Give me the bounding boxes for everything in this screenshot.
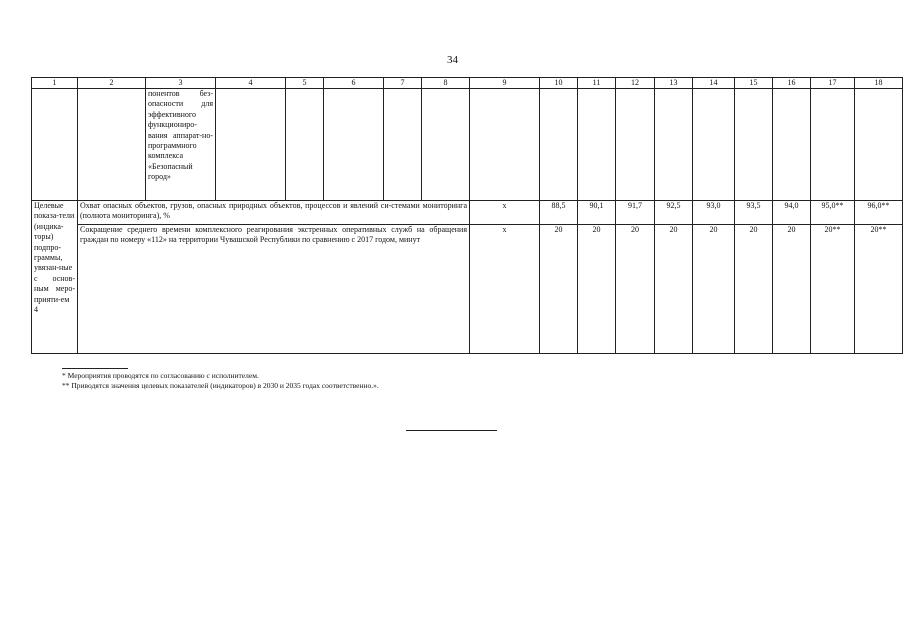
column-header: 18: [855, 78, 903, 89]
table-cell: [470, 89, 540, 201]
table-cell: [693, 89, 735, 201]
column-header: 2: [78, 78, 146, 89]
table-cell: [616, 89, 655, 201]
table-cell: [540, 89, 578, 201]
indicator-value: 20**: [855, 225, 903, 354]
table-cell: [422, 89, 470, 201]
indicator-value: 20: [655, 225, 693, 354]
indicator-value: 20: [773, 225, 811, 354]
column-header: 11: [578, 78, 616, 89]
column-header: 7: [384, 78, 422, 89]
table-cell: [32, 89, 78, 201]
footnote-divider: [62, 368, 128, 369]
footnote-2: ** Приводятся значения целевых показателей (индикаторов) в 2030 и 2035 годах соответственно.».: [62, 381, 379, 390]
column-header: 3: [146, 78, 216, 89]
column-header: 8: [422, 78, 470, 89]
table-cell: [811, 89, 855, 201]
table-cell: [286, 89, 324, 201]
indicator-value: 20: [693, 225, 735, 354]
indicator-value: 88,5: [540, 201, 578, 225]
page-number: 34: [447, 54, 458, 66]
table-cell: х: [470, 201, 540, 225]
indicators-table: [31, 77, 903, 354]
column-header: 15: [735, 78, 773, 89]
table-cell: [78, 89, 146, 201]
column-header: 10: [540, 78, 578, 89]
table-header-row: [32, 78, 903, 89]
indicator-value: 93,5: [735, 201, 773, 225]
table-cell: [855, 89, 903, 201]
table-row: [32, 225, 903, 354]
indicator-value: 20**: [811, 225, 855, 354]
column-header: 12: [616, 78, 655, 89]
column-header: 14: [693, 78, 735, 89]
indicator-value: 20: [735, 225, 773, 354]
column-header: 16: [773, 78, 811, 89]
table-cell-activity-text: понентов без-опасности для эффективного функциониро-вания аппарат-но-программного комплекса «Безопасный город»: [146, 89, 216, 201]
column-header: 17: [811, 78, 855, 89]
table-cell: [216, 89, 286, 201]
table-cell: [578, 89, 616, 201]
table-row: [32, 201, 903, 225]
table-cell: [384, 89, 422, 201]
group-label-cell: Целевые показа-тели (индика-торы) подпро-граммы, увязан-ные с основ-ным меро-прияти-ем 4: [32, 201, 78, 354]
indicator-value: 20: [540, 225, 578, 354]
table-cell: х: [470, 225, 540, 354]
table-cell: [655, 89, 693, 201]
footnote-1: * Мероприятия проводятся по согласованию с исполнителем.: [62, 371, 259, 380]
indicator-value: 91,7: [616, 201, 655, 225]
column-header: 1: [32, 78, 78, 89]
column-header: 6: [324, 78, 384, 89]
table-cell: [773, 89, 811, 201]
table-row: [32, 89, 903, 201]
indicator-value: 92,5: [655, 201, 693, 225]
indicator-value: 96,0**: [855, 201, 903, 225]
indicator-value: 20: [578, 225, 616, 354]
document-end-rule: [406, 430, 497, 431]
indicator-value: 90,1: [578, 201, 616, 225]
column-header: 4: [216, 78, 286, 89]
indicator-value: 94,0: [773, 201, 811, 225]
indicator-value: 20: [616, 225, 655, 354]
column-header: 13: [655, 78, 693, 89]
indicator-value: 93,0: [693, 201, 735, 225]
table-cell: [735, 89, 773, 201]
indicator-value: 95,0**: [811, 201, 855, 225]
table-cell: [324, 89, 384, 201]
indicator-name: Охват опасных объектов, грузов, опасных природных объектов, процессов и явлений си-стемами мониторинга (полнота мониторинга), %: [78, 201, 470, 225]
column-header: 5: [286, 78, 324, 89]
column-header: 9: [470, 78, 540, 89]
indicator-name: Сокращение среднего времени комплексного реагирования экстренных оперативных служб на обращения граждан по номеру «112» на территории Чувашской Республики по сравнению с 2017 годом, минут: [78, 225, 470, 354]
